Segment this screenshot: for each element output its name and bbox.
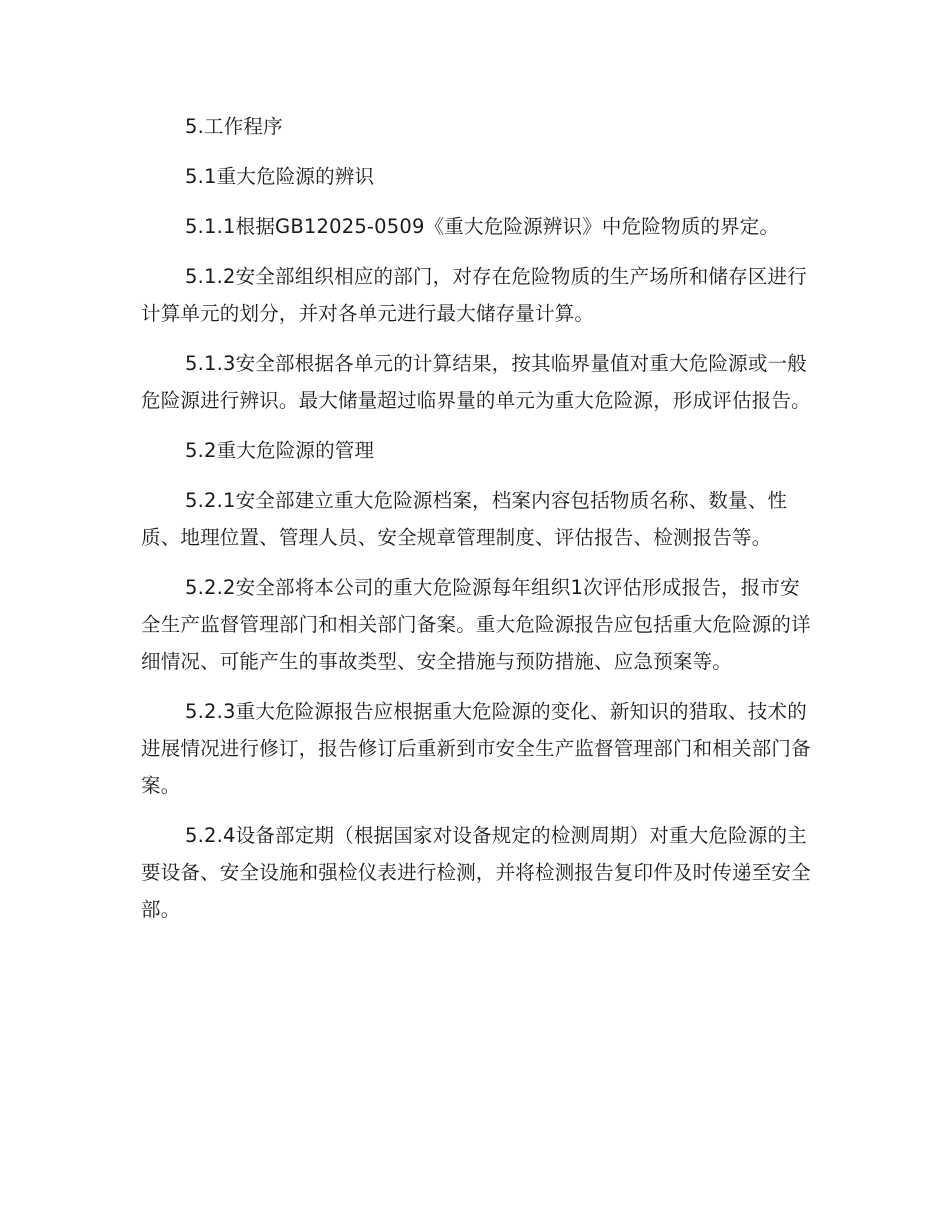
paragraph-5-1-1: 5.1.1根据GB12025-0509《重大危险源辨识》中危险物质的界定。 (185, 215, 780, 238)
paragraph-5-2-3: 5.2.3重大危险源报告应根据重大危险源的变化、新知识的猎取、技术的进展情况进行修订，报告修订后重新到市安全生产监督管理部门和相关部门备案。 (141, 700, 811, 797)
section-heading-5-2: 5.2重大危险源的管理 (185, 439, 375, 462)
section-heading-5: 5.工作程序 (185, 115, 283, 138)
paragraph-5-2-4: 5.2.4设备部定期（根据国家对设备规定的检测周期）对重大危险源的主要设备、安全设施和强检仪表进行检测，并将检测报告复印件及时传递至安全部。 (141, 824, 811, 921)
paragraph-5-2-1: 5.2.1安全部建立重大危险源档案，档案内容包括物质名称、数量、性质、地理位置、管理人员、安全规章管理制度、评估报告、检测报告等。 (141, 489, 788, 549)
paragraph-5-2-2: 5.2.2安全部将本公司的重大危险源每年组织1次评估形成报告，报市安全生产监督管理部门和相关部门备案。重大危险源报告应包括重大危险源的详细情况、可能产生的事故类型、安全措施与预防措施、应急预案等。 (141, 576, 811, 673)
section-heading-5-1: 5.1重大危险源的辨识 (185, 165, 375, 188)
paragraph-5-1-2: 5.1.2安全部组织相应的部门，对存在危险物质的生产场所和储存区进行计算单元的划分，并对各单元进行最大储存量计算。 (141, 265, 807, 325)
paragraph-5-1-3: 5.1.3安全部根据各单元的计算结果，按其临界量值对重大危险源或一般危险源进行辨识。最大储量超过临界量的单元为重大危险源，形成评估报告。 (141, 352, 811, 412)
document-body (141, 108, 811, 941)
